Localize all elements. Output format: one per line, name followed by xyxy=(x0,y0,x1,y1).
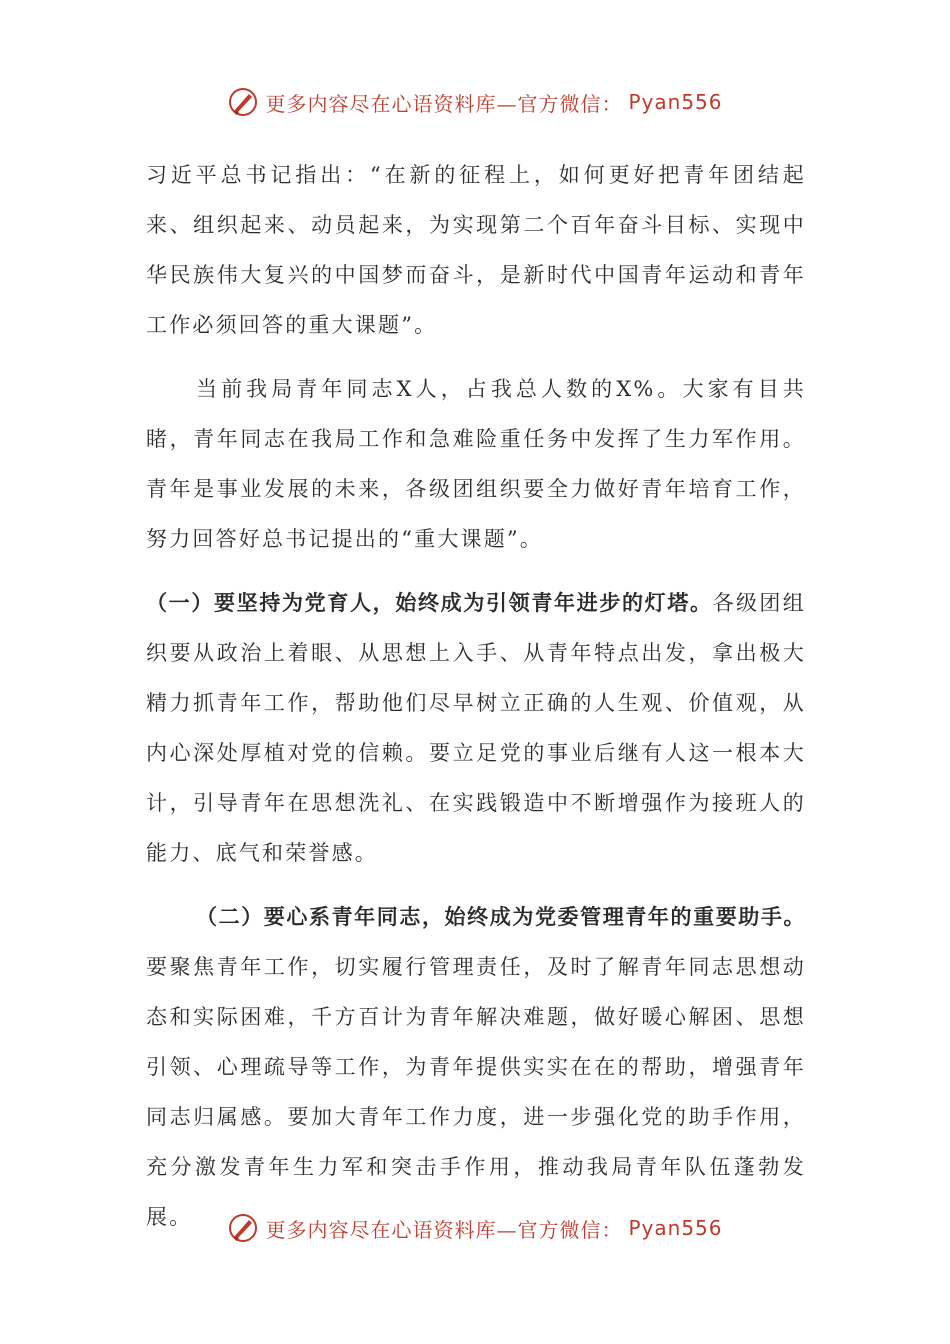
watermark-footer xyxy=(0,1212,950,1244)
document-body xyxy=(146,150,806,1242)
watermark-text: 更多内容尽在心语资料库—官方微信： xyxy=(265,91,623,116)
paragraph-section-one xyxy=(146,578,806,878)
pen-logo-icon xyxy=(227,86,259,118)
watermark-wechat-id: Pyan556 xyxy=(628,90,723,114)
watermark-text: 更多内容尽在心语资料库—官方微信： xyxy=(265,1217,623,1242)
section-heading-two: （二）要心系青年同志，始终成为党委管理青年的重要助手。 xyxy=(196,904,806,929)
section-heading-one: （一）要坚持为党育人，始终成为引领青年进步的灯塔。 xyxy=(146,590,713,615)
paragraph-text: 要聚焦青年工作，切实履行管理责任，及时了解青年同志思想动态和实际困难，千方百计为青年解决难题，做好暖心解困、思想引领、心理疏导等工作，为青年提供实实在在的帮助，增强青年同志归属感。要加大青年工作力度，进一步强化党的助手作用，充分激发青年生力军和突击手作用，推动我局青年队伍蓬勃发展。 xyxy=(146,955,806,1229)
watermark-header xyxy=(0,86,950,118)
paragraph-text: 习近平总书记指出：“在新的征程上，如何更好把青年团结起来、组织起来、动员起来，为实现第二个百年奋斗目标、实现中华民族伟大复兴的中国梦而奋斗，是新时代中国青年运动和青年工作必须回答的重大课题”。 xyxy=(146,163,806,337)
watermark-wechat-id: Pyan556 xyxy=(628,1216,723,1240)
paragraph-text: 各级团组织要从政治上着眼、从思想上入手、从青年特点出发，拿出极大精力抓青年工作，帮助他们尽早树立正确的人生观、价值观，从内心深处厚植对党的信赖。要立足党的事业后继有人这一根本大计，引导青年在思想洗礼、在实践锻造中不断增强作为接班人的能力、底气和荣誉感。 xyxy=(146,591,806,865)
pen-logo-icon xyxy=(227,1212,259,1244)
paragraph-quote xyxy=(146,150,806,350)
paragraph-text: 当前我局青年同志X人，占我总人数的X%。大家有目共睹，青年同志在我局工作和急难险重任务中发挥了生力军作用。青年是事业发展的未来，各级团组织要全力做好青年培育工作，努力回答好总书记提出的“重大课题”。 xyxy=(146,377,806,551)
paragraph-current-status xyxy=(146,364,806,564)
paragraph-section-two xyxy=(146,892,806,1242)
